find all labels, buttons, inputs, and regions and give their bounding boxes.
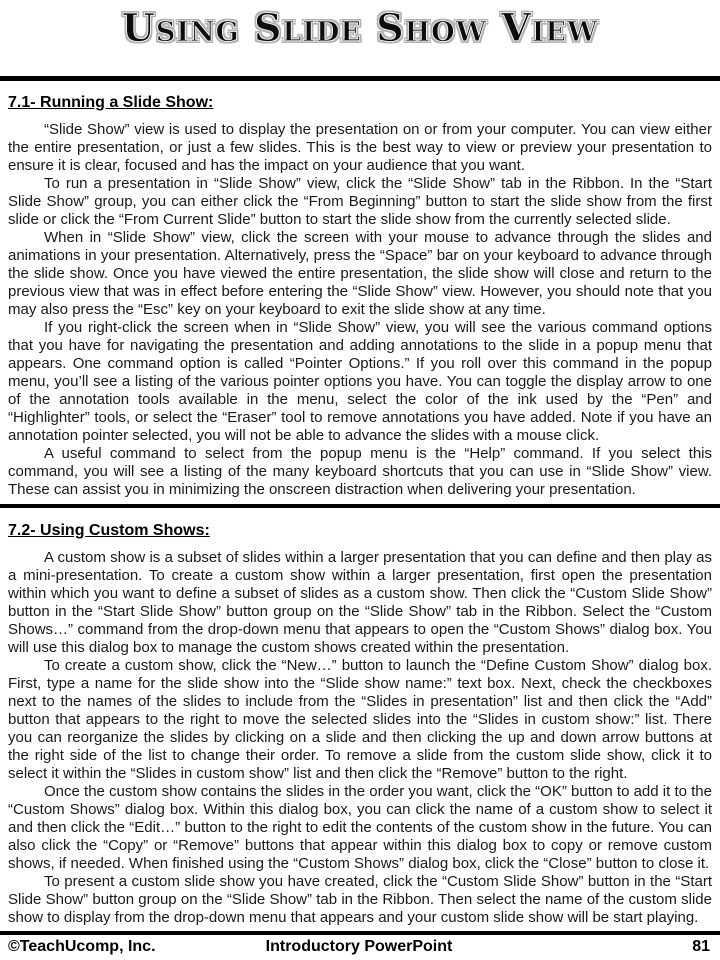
paragraph: A custom show is a subset of slides within a larger presentation that you can define and then play as a mini-presentation. To create a custom show within a larger presentation, first open the presentation within which you want to define a subset of slides as a custom show. Then click the “Custom Slide Show” button in the “Start Slide Show” button group on the “Slide Show” tab in the Ribbon. Select the “Custom Shows…” command from the drop-down menu that appears to open the “Custom Shows” dialog box. You will use this dialog box to manage the custom shows created within the presentation.: [8, 548, 712, 656]
paragraph: “Slide Show” view is used to display the presentation on or from your computer. You can view either the entire presentation, or just a few slides. This is the best way to view or preview your presentation to ensure it is clear, focused and has the impact on your audience that you want.: [8, 120, 712, 174]
section-divider: [0, 504, 720, 508]
paragraph: To present a custom slide show you have created, click the “Custom Slide Show” button in the “Start Slide Show” button group on the “Slide Show” tab in the Ribbon. Then select the name of the custom slide show to display from the drop-down menu that appears and your custom slide show will be start playing.: [8, 872, 712, 926]
footer-row: [0, 935, 720, 960]
footer-copyright: ©TeachUcomp, Inc.: [8, 938, 156, 955]
paragraph: Once the custom show contains the slides in the order you want, click the “OK” button to add it to the “Custom Shows” dialog box. Within this dialog box, you can click the name of a custom show to select it and then click the “Edit…” button to the right to edit the contents of the custom show in the future. You can also click the “Copy” or “Remove” buttons that appear within this dialog box to copy or remove custom shows, if needed. When finished using the “Custom Shows” dialog box, click the “Close” button to close it.: [8, 782, 712, 872]
section-running-a-slide-show: [8, 93, 712, 499]
paragraph: If you right-click the screen when in “Slide Show” view, you will see the various command options that you have for navigating the presentation and adding annotations to the slide in a popup menu that appears. One command option is called “Pointer Options.” If you roll over this command in the popup menu, you’ll see a listing of the various pointer options you have. You can toggle the display arrow to one of the annotation tools available in the menu, select the color of the ink used by the “Pen” and “Highlighter” tools, or select the “Eraser” tool to remove annotations you have added. Note if you have an annotation pointer selected, you will not be able to advance the slides with a mouse click.: [8, 318, 712, 444]
page-content: [0, 93, 720, 499]
section-heading-7-1: 7.1- Running a Slide Show:: [8, 93, 214, 111]
paragraph: When in “Slide Show” view, click the screen with your mouse to advance through the slides and animations in your presentation. Alternatively, press the “Space” bar on your keyboard to advance through the slide show. Once you have viewed the entire presentation, the slide show will close and return to the previous view that was in effect before entering the “Slide Show” view. However, you should note that you may also press the “Esc” key on your keyboard to exit the slide show at any time.: [8, 228, 712, 318]
paragraph: To run a presentation in “Slide Show” view, click the “Slide Show” tab in the Ribbon. In the “Start Slide Show” group, you can either click the “From Beginning” button to start the slide show from the first slide or click the “From Current Slide” button to start the slide show from the currently selected slide.: [8, 174, 712, 228]
top-divider: [0, 76, 720, 81]
footer-course-title: Introductory PowerPoint: [265, 938, 453, 955]
page-footer: [0, 931, 720, 960]
footer-page-number: 81: [692, 938, 710, 955]
page-title: Using Slide Show View: [121, 5, 599, 50]
page-content-lower: [0, 521, 720, 927]
section-using-custom-shows: [8, 521, 712, 927]
paragraph: A useful command to select from the popup menu is the “Help” command. If you select this command, you will see a listing of the many keyboard shortcuts that you can use in “Slide Show” view. These can assist you in minimizing the onscreen distraction when delivering your presentation.: [8, 444, 712, 498]
section-heading-7-2: 7.2- Using Custom Shows:: [8, 521, 210, 539]
paragraph: To create a custom show, click the “New…” button to launch the “Define Custom Show” dialog box. First, type a name for the slide show into the “Slide show name:” text box. Next, check the checkboxes next to the names of the slides to include from the “Slides in presentation” list and then click the “Add” button that appears to the right to move the selected slides into the “Slides in custom show:” list. There you can reorganize the slides by clicking on a slide and then clicking the up and down arrow buttons at the right side of the list to change their order. To remove a slide from the custom slide show, click it to select it within the “Slides in custom show” list and then click the “Remove” button to the right.: [8, 656, 712, 782]
